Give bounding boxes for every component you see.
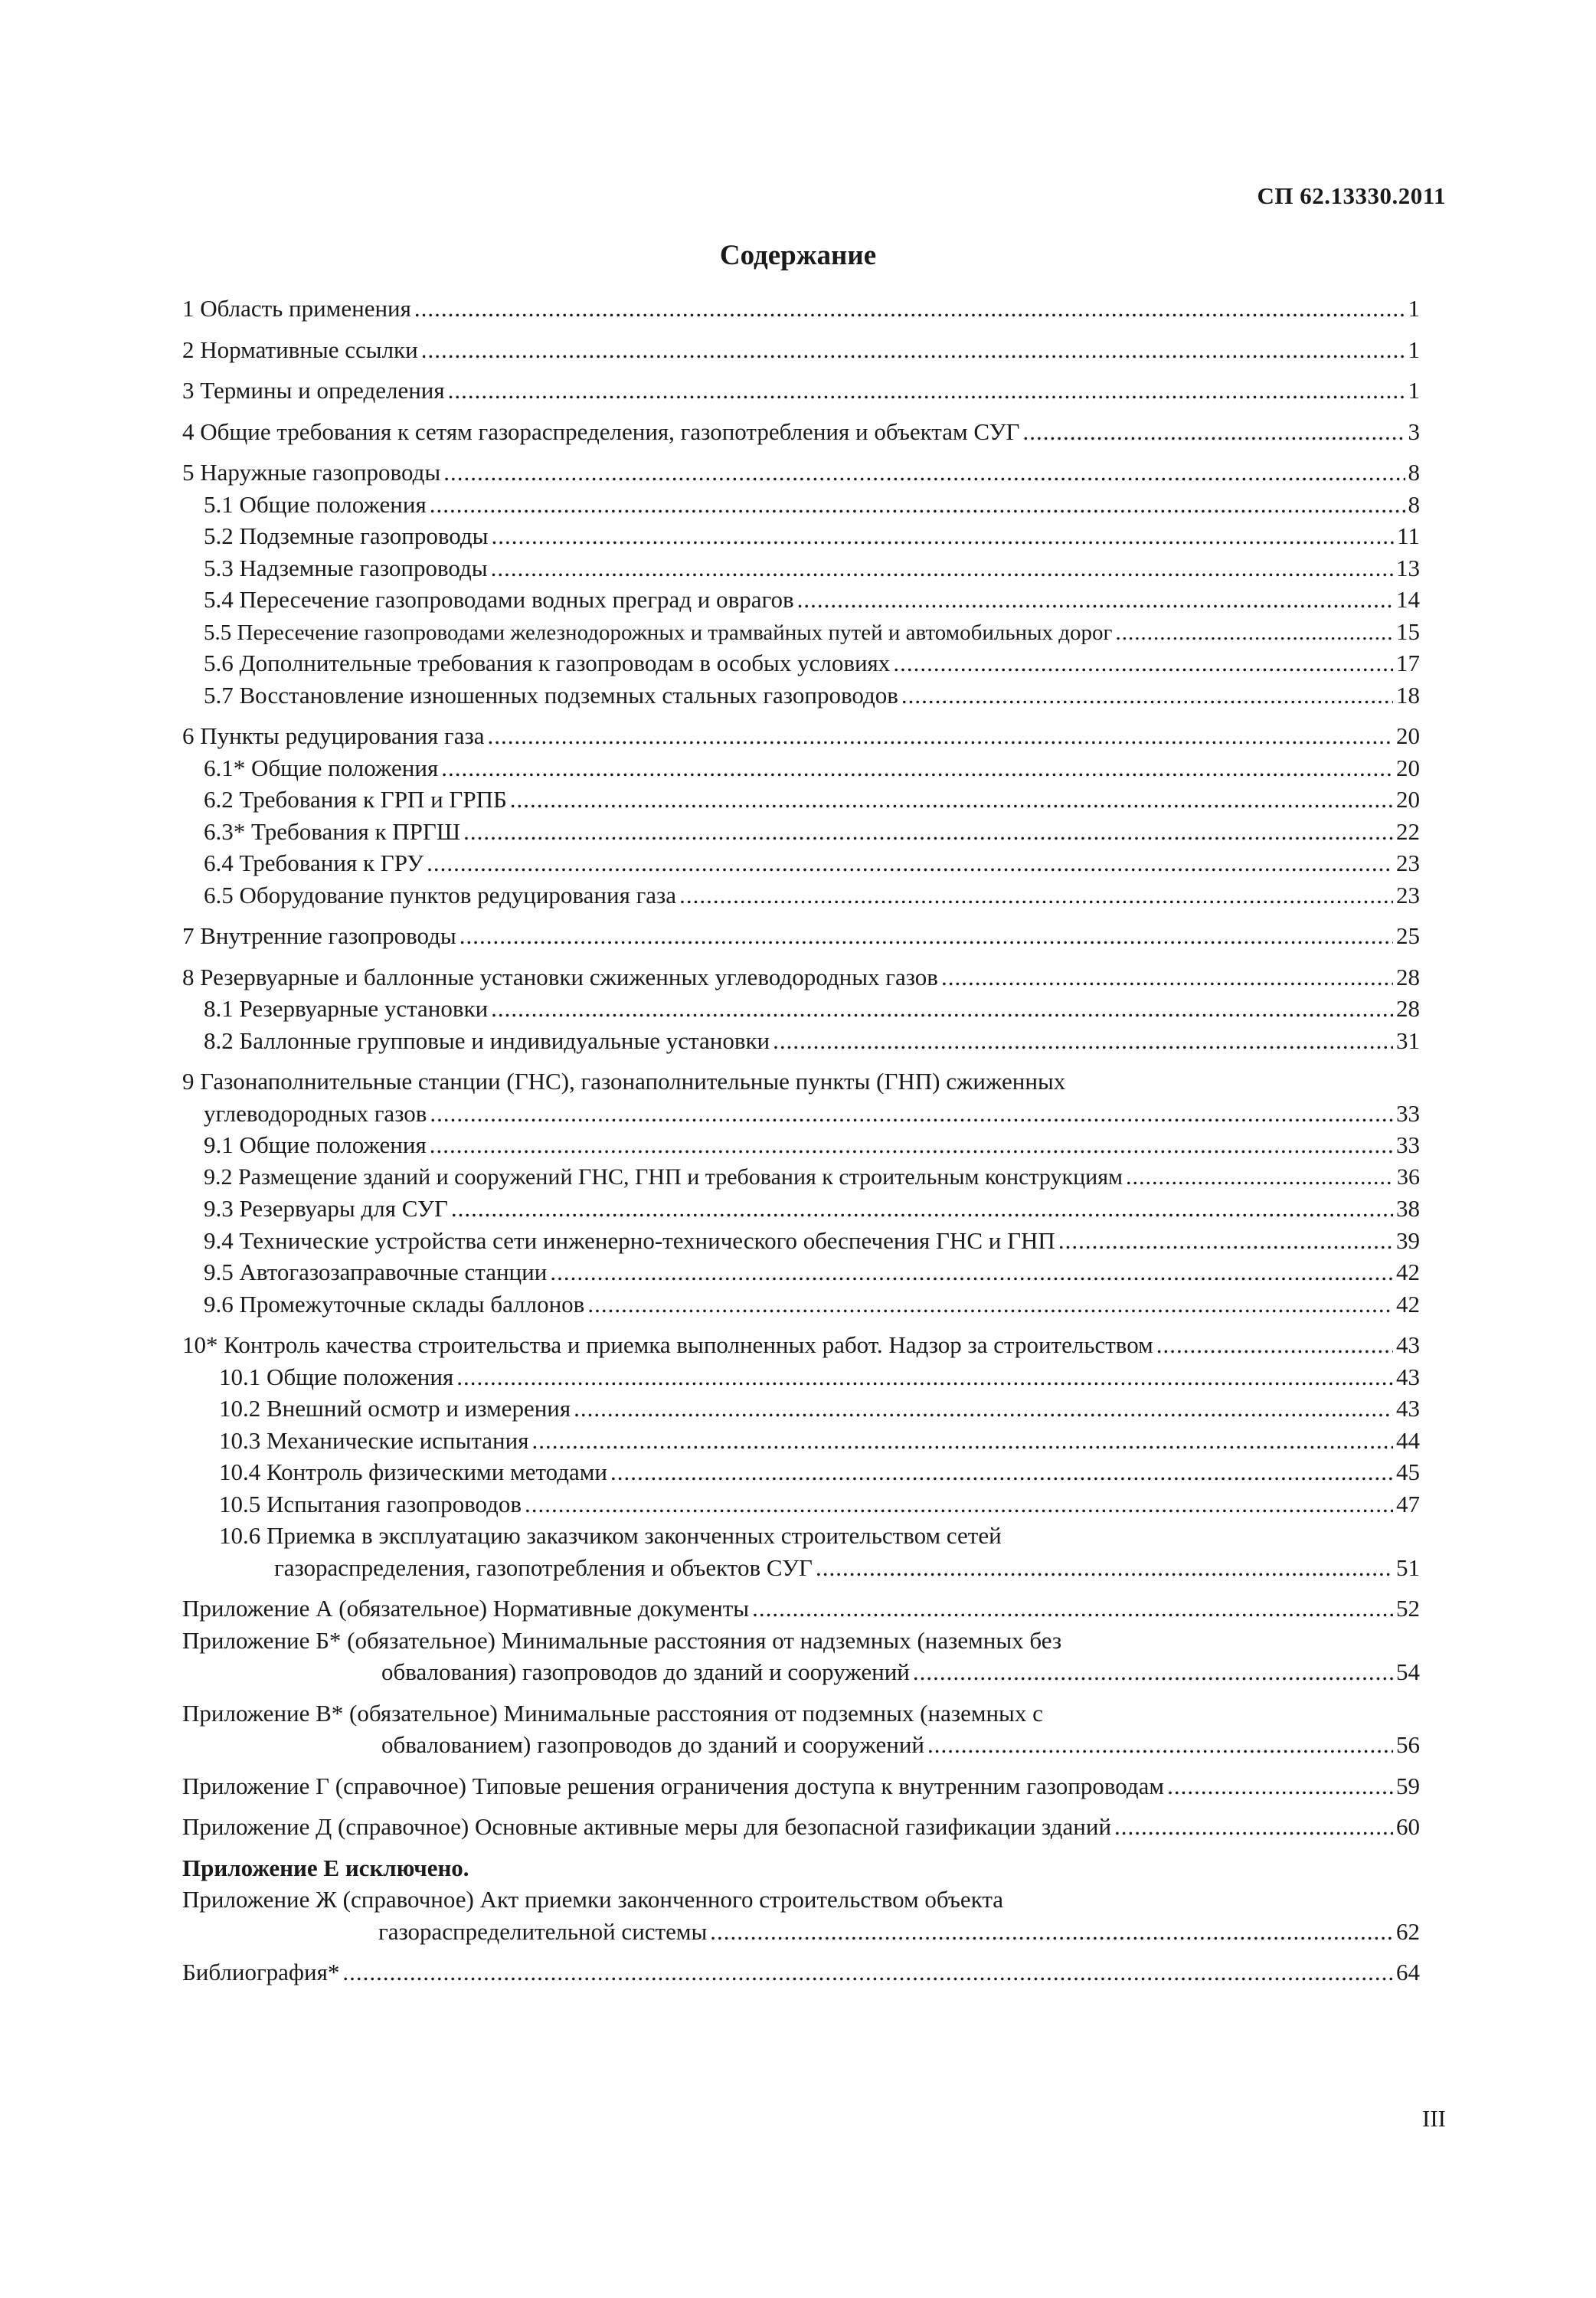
toc-leader-dots xyxy=(342,1956,1393,1989)
toc-entry[interactable] xyxy=(182,584,1420,616)
toc-entry-page: 13 xyxy=(1396,554,1420,581)
toc-entry-title: 3 Термины и определения xyxy=(182,377,445,404)
toc-group-7 xyxy=(182,920,1420,952)
toc-group-appendix-v xyxy=(182,1697,1420,1761)
toc-entry-title: 9.3 Резервуары для СУГ xyxy=(204,1195,448,1222)
toc-entry[interactable] xyxy=(182,1361,1420,1393)
toc-entry-page: 33 xyxy=(1396,1131,1420,1158)
toc-entry[interactable] xyxy=(182,1811,1420,1843)
toc-entry[interactable] xyxy=(182,993,1420,1025)
toc-entry-page: 52 xyxy=(1396,1595,1420,1622)
toc-leader-dots xyxy=(816,1552,1393,1584)
toc-entry-title: 6.2 Требования к ГРП и ГРПБ xyxy=(204,786,507,813)
toc-entry-title: 5.1 Общие положения xyxy=(204,490,427,518)
toc-entry[interactable] xyxy=(182,752,1420,784)
toc-entry-page: 43 xyxy=(1396,1363,1420,1390)
toc-entry-title: 5.4 Пересечение газопроводами водных преград и оврагов xyxy=(204,586,794,613)
toc-entry[interactable] xyxy=(182,1256,1420,1288)
toc-entry-page: 25 xyxy=(1396,922,1420,949)
toc-entry-title: 10.3 Механические испытания xyxy=(219,1426,529,1454)
toc-entry-title-cont: газораспределения, газопотребления и объектов СУГ xyxy=(274,1553,813,1581)
toc-entry-title: 8.2 Баллонные групповые и индивидуальные установки xyxy=(204,1026,770,1054)
toc-entry-page: 43 xyxy=(1396,1331,1420,1358)
toc-leader-dots xyxy=(679,879,1393,912)
toc-entry[interactable] xyxy=(182,816,1420,848)
toc-leader-dots xyxy=(430,489,1405,521)
toc-leader-dots xyxy=(430,1129,1393,1161)
toc-leader-dots xyxy=(927,1729,1393,1761)
toc-entry[interactable] xyxy=(182,1161,1420,1193)
toc-leader-dots xyxy=(1022,416,1405,448)
toc-entry-page: 51 xyxy=(1396,1553,1420,1581)
toc-entry[interactable] xyxy=(182,520,1420,552)
toc-entry[interactable] xyxy=(182,784,1420,816)
toc-leader-dots xyxy=(456,1361,1393,1393)
toc-entry-page: 22 xyxy=(1396,817,1420,845)
toc-leader-dots xyxy=(443,457,1405,489)
toc-leader-dots xyxy=(510,784,1393,816)
table-of-contents xyxy=(182,293,1420,1989)
toc-leader-dots xyxy=(491,552,1393,584)
toc-leader-dots xyxy=(448,375,1405,407)
toc-entry-title: Приложение Ж (справочное) Акт приемки законченного строительством объекта xyxy=(182,1886,1004,1913)
toc-leader-dots xyxy=(913,1656,1393,1688)
toc-entry-continuation[interactable] xyxy=(182,1729,1420,1761)
toc-entry[interactable] xyxy=(182,1456,1420,1488)
toc-entry-page: 20 xyxy=(1396,754,1420,781)
toc-entry-page: 54 xyxy=(1396,1658,1420,1685)
toc-entry-title: 5.7 Восстановление изношенных подземных стальных газопроводов xyxy=(204,681,898,709)
toc-entry[interactable] xyxy=(182,961,1420,994)
toc-entry-title: 9.6 Промежуточные склады баллонов xyxy=(204,1290,585,1318)
toc-entry[interactable] xyxy=(182,920,1420,952)
toc-entry-title: 10.1 Общие положения xyxy=(219,1363,454,1390)
toc-entry-excluded: Приложение Е исключено. xyxy=(182,1854,469,1881)
toc-entry-title: 10.4 Контроль физическими методами xyxy=(219,1458,607,1485)
toc-entry[interactable] xyxy=(182,1956,1420,1989)
toc-leader-dots xyxy=(491,993,1393,1025)
toc-leader-dots xyxy=(550,1256,1393,1288)
toc-entry-page: 64 xyxy=(1396,1959,1420,1985)
toc-entry-title: 6 Пункты редуцирования газа xyxy=(182,722,485,749)
toc-entry-page: 20 xyxy=(1396,722,1420,749)
toc-group-5 xyxy=(182,457,1420,711)
toc-leader-dots xyxy=(1058,1225,1393,1257)
toc-entry-page: 47 xyxy=(1396,1490,1420,1517)
toc-entry-title-cont: углеводородных газов xyxy=(204,1099,427,1127)
toc-entry-title: 6.5 Оборудование пунктов редуцирования газа xyxy=(204,881,677,908)
toc-leader-dots xyxy=(574,1393,1393,1425)
toc-entry[interactable] xyxy=(182,1288,1420,1321)
toc-entry-title: 10* Контроль качества строительства и приемка выполненных работ. Надзор за строительством xyxy=(182,1331,1153,1358)
toc-entry-continuation[interactable] xyxy=(182,1656,1420,1688)
toc-group-bibliography xyxy=(182,1956,1420,1989)
toc-leader-dots xyxy=(752,1593,1393,1625)
toc-entry[interactable] xyxy=(182,1129,1420,1161)
toc-entry-title: 5.6 Дополнительные требования к газопроводам в особых условиях xyxy=(204,650,891,676)
toc-entry-page: 1 xyxy=(1408,377,1420,404)
toc-entry[interactable] xyxy=(182,416,1420,448)
toc-group-10 xyxy=(182,1329,1420,1583)
toc-leader-dots xyxy=(1114,1811,1393,1843)
toc-group-8 xyxy=(182,961,1420,1057)
toc-entry-title: 9.4 Технические устройства сети инженерно-технического обеспечения ГНС и ГНП xyxy=(204,1226,1055,1254)
toc-leader-dots xyxy=(773,1025,1393,1057)
toc-entry-continuation[interactable] xyxy=(182,1916,1420,1948)
toc-entry-title: 6.3* Требования к ПРГШ xyxy=(204,817,461,845)
toc-group-1 xyxy=(182,293,1420,325)
toc-entry-title-cont: обвалованием) газопроводов до зданий и сооружений xyxy=(381,1731,925,1758)
toc-leader-dots xyxy=(1115,617,1393,650)
toc-entry-title: 10.6 Приемка в эксплуатацию заказчиком законченных строительством сетей xyxy=(219,1522,1002,1549)
toc-entry-title: 7 Внутренние газопроводы xyxy=(182,922,456,949)
toc-leader-dots xyxy=(460,920,1393,952)
toc-entry-page: 14 xyxy=(1396,586,1420,613)
toc-entry-title: Приложение Д (справочное) Основные активные меры для безопасной газификации зданий xyxy=(182,1813,1112,1840)
toc-entry-page: 28 xyxy=(1396,995,1420,1022)
toc-entry[interactable] xyxy=(182,679,1420,712)
toc-entry[interactable] xyxy=(182,489,1420,521)
toc-entry-page: 17 xyxy=(1396,650,1420,676)
toc-entry-title: 9.2 Размещение зданий и сооружений ГНС, ГНП и требования к строительным конструкциям xyxy=(204,1164,1123,1190)
toc-entry-page: 38 xyxy=(1396,1195,1420,1222)
toc-entry-page: 39 xyxy=(1396,1226,1420,1254)
toc-entry-title: 10.2 Внешний осмотр и измерения xyxy=(219,1395,571,1422)
toc-leader-dots xyxy=(525,1488,1393,1521)
toc-entry-page: 23 xyxy=(1396,849,1420,876)
toc-leader-dots xyxy=(487,720,1393,752)
toc-leader-dots xyxy=(463,816,1393,848)
toc-entry-page: 18 xyxy=(1396,681,1420,709)
toc-leader-dots xyxy=(1126,1161,1394,1193)
toc-entry[interactable] xyxy=(182,293,1420,325)
toc-entry-title: Приложение Г (справочное) Типовые решения ограничения доступа к внутренним газопроводам xyxy=(182,1772,1165,1799)
toc-entry-title: Приложение В* (обязательное) Минимальные расстояния от подземных (наземных с xyxy=(182,1699,1043,1727)
toc-entry-title: 5.5 Пересечение газопроводами железнодорожных и трамвайных путей и автомобильных дорог xyxy=(204,620,1113,645)
toc-entry-title: 5 Наружные газопроводы xyxy=(182,459,441,486)
toc-entry-title: 9.5 Автогазозаправочные станции xyxy=(204,1259,548,1285)
toc-entry-page: 8 xyxy=(1408,490,1420,518)
toc-entry[interactable] xyxy=(182,1193,1420,1225)
toc-entry-page: 56 xyxy=(1396,1731,1420,1758)
toc-entry[interactable] xyxy=(182,552,1420,584)
toc-entry[interactable] xyxy=(182,375,1420,407)
toc-group-6 xyxy=(182,720,1420,911)
toc-entry-page: 20 xyxy=(1396,786,1420,813)
toc-entry-title: 8.1 Резервуарные установки xyxy=(204,995,489,1022)
toc-entry-title: 8 Резервуарные и баллонные установки сжиженных углеводородных газов xyxy=(182,963,938,990)
toc-leader-dots xyxy=(430,1098,1393,1130)
toc-leader-dots xyxy=(491,520,1394,552)
toc-group-9 xyxy=(182,1066,1420,1320)
toc-leader-dots xyxy=(531,1425,1393,1457)
toc-entry-page: 23 xyxy=(1396,881,1420,908)
toc-entry-first-line[interactable] xyxy=(182,1625,1420,1657)
toc-entry-title: 6.1* Общие положения xyxy=(204,754,439,781)
toc-entry-page: 62 xyxy=(1396,1917,1420,1945)
toc-leader-dots xyxy=(797,584,1393,616)
toc-leader-dots xyxy=(427,847,1393,879)
toc-entry-title: 1 Область применения xyxy=(182,295,411,322)
toc-entry-title: Приложение Б* (обязательное) Минимальные расстояния от надземных (наземных без xyxy=(182,1626,1062,1654)
toc-entry[interactable] xyxy=(182,1593,1420,1625)
toc-entry-page: 42 xyxy=(1396,1290,1420,1318)
toc-entry[interactable] xyxy=(182,1025,1420,1057)
toc-entry-page: 15 xyxy=(1396,617,1420,645)
toc-entry-title: 10.5 Испытания газопроводов xyxy=(219,1490,522,1517)
toc-leader-dots xyxy=(451,1193,1393,1225)
toc-entry[interactable] xyxy=(182,847,1420,879)
toc-entry-page: 28 xyxy=(1396,963,1420,990)
document-code: СП 62.13330.2011 xyxy=(1257,182,1446,209)
toc-group-appendix-g xyxy=(182,1770,1420,1802)
toc-entry-title-cont: обвалования) газопроводов до зданий и сооружений xyxy=(381,1658,910,1685)
toc-leader-dots xyxy=(710,1916,1393,1948)
toc-entry-title: Библиография* xyxy=(182,1959,340,1985)
toc-entry-first-line[interactable] xyxy=(182,1066,1420,1098)
toc-entry[interactable] xyxy=(182,616,1420,648)
toc-entry[interactable] xyxy=(182,1425,1420,1457)
toc-entry-page: 33 xyxy=(1396,1099,1420,1127)
toc-leader-dots xyxy=(587,1288,1393,1321)
toc-leader-dots xyxy=(610,1456,1393,1488)
toc-entry-continuation[interactable] xyxy=(182,1552,1420,1584)
toc-group-appendix-e xyxy=(182,1852,1420,1948)
toc-entry[interactable] xyxy=(182,879,1420,912)
toc-entry[interactable] xyxy=(182,1393,1420,1425)
toc-entry-continuation[interactable] xyxy=(182,1098,1420,1130)
toc-leader-dots xyxy=(893,647,1393,679)
toc-leader-dots xyxy=(421,334,1405,366)
toc-entry[interactable] xyxy=(182,720,1420,752)
toc-leader-dots xyxy=(441,752,1393,784)
toc-entry[interactable] xyxy=(182,1770,1420,1802)
toc-entry-page: 8 xyxy=(1408,459,1420,486)
toc-entry-page: 44 xyxy=(1396,1426,1420,1454)
toc-title: Содержание xyxy=(719,240,877,271)
toc-leader-dots xyxy=(941,961,1393,994)
toc-group-appendix-a-b xyxy=(182,1593,1420,1688)
toc-entry-page: 42 xyxy=(1396,1259,1420,1285)
toc-entry-first-line[interactable] xyxy=(182,1884,1420,1916)
toc-entry-title: 9.1 Общие положения xyxy=(204,1131,427,1158)
toc-leader-dots xyxy=(414,293,1405,325)
page-number: III xyxy=(1422,2105,1446,2132)
toc-entry-title: 2 Нормативные ссылки xyxy=(182,336,418,363)
toc-entry-page: 1 xyxy=(1408,295,1420,322)
toc-entry[interactable] xyxy=(182,457,1420,489)
toc-entry-page: 1 xyxy=(1408,336,1420,363)
toc-group-3 xyxy=(182,375,1420,407)
toc-entry-title: 5.2 Подземные газопроводы xyxy=(204,522,489,549)
toc-leader-dots xyxy=(1167,1770,1393,1802)
toc-leader-dots xyxy=(1156,1329,1393,1361)
toc-entry[interactable] xyxy=(182,647,1420,679)
toc-entry-title: 9 Газонаполнительные станции (ГНС), газонаполнительные пункты (ГНП) сжиженных xyxy=(182,1068,1066,1095)
toc-entry[interactable] xyxy=(182,334,1420,366)
toc-entry-title: 5.3 Надземные газопроводы xyxy=(204,554,488,581)
toc-group-4 xyxy=(182,416,1420,448)
toc-entry-title: 4 Общие требования к сетям газораспределения, газопотребления и объектам СУГ xyxy=(182,417,1020,445)
toc-entry-page: 36 xyxy=(1397,1164,1420,1190)
toc-entry-page: 59 xyxy=(1396,1772,1420,1799)
toc-entry-page: 43 xyxy=(1396,1395,1420,1422)
toc-entry-title: 6.4 Требования к ГРУ xyxy=(204,849,424,876)
toc-entry-first-line[interactable] xyxy=(182,1520,1420,1552)
toc-group-appendix-d xyxy=(182,1811,1420,1843)
toc-group-2 xyxy=(182,334,1420,366)
toc-entry-title: Приложение А (обязательное) Нормативные документы xyxy=(182,1595,750,1622)
toc-entry-title-cont: газораспределительной системы xyxy=(378,1917,708,1945)
toc-entry-page: 45 xyxy=(1396,1458,1420,1485)
toc-entry-page: 31 xyxy=(1396,1026,1420,1054)
toc-entry-page: 60 xyxy=(1396,1813,1420,1840)
toc-entry[interactable] xyxy=(182,1488,1420,1521)
toc-entry-page: 3 xyxy=(1408,417,1420,445)
toc-entry-page: 11 xyxy=(1397,522,1420,549)
toc-leader-dots xyxy=(901,679,1393,712)
toc-entry[interactable] xyxy=(182,1329,1420,1361)
toc-entry[interactable] xyxy=(182,1225,1420,1257)
toc-entry-first-line[interactable] xyxy=(182,1697,1420,1730)
